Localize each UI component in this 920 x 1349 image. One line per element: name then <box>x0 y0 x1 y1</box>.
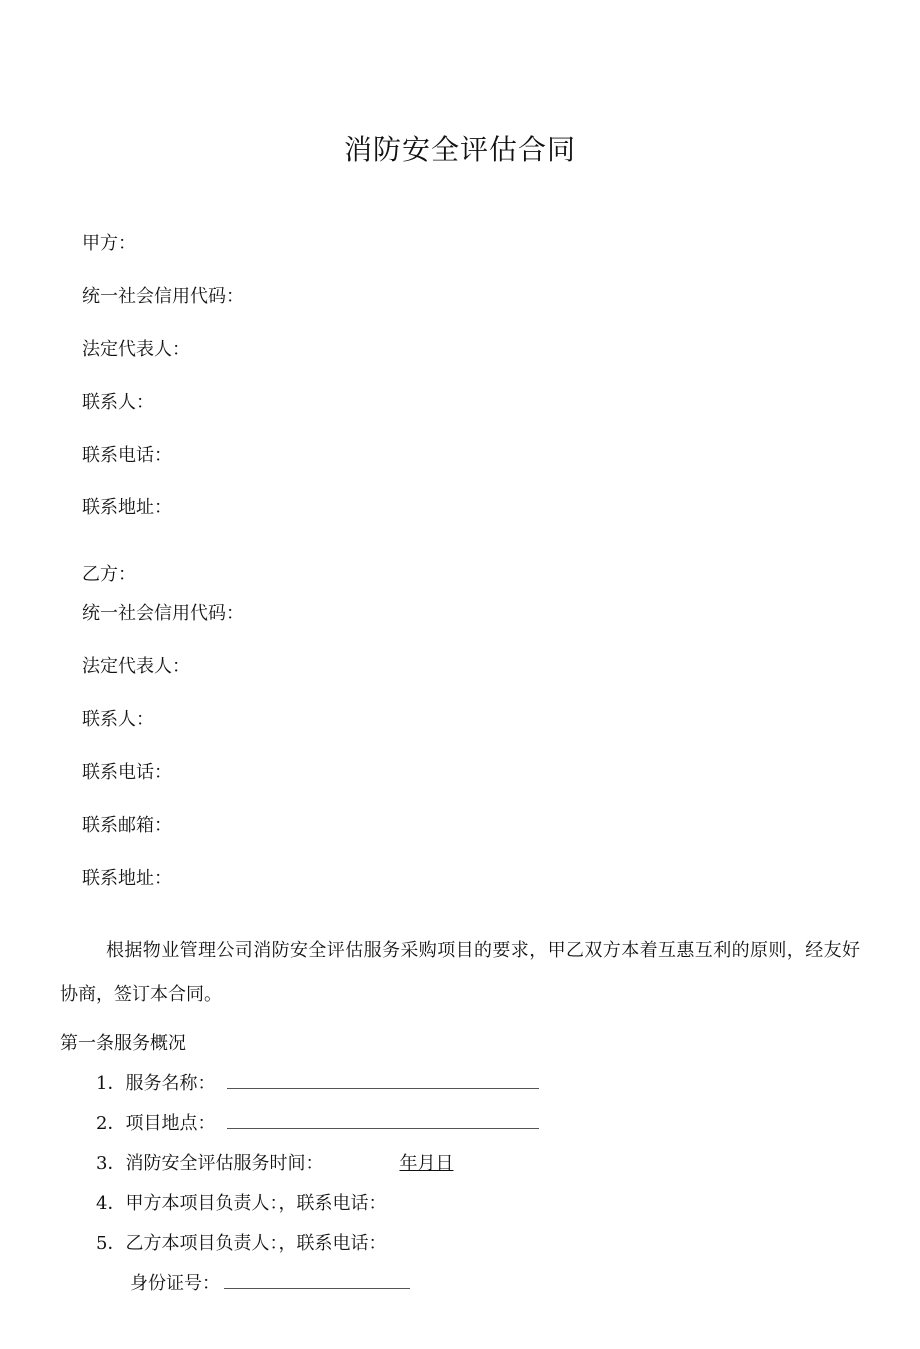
party-a-credit-code: 统一社会信用代码： <box>82 286 244 307</box>
project-location-item <box>96 1109 539 1135</box>
id-number-item <box>130 1269 410 1295</box>
party-b-email: 联系邮箱： <box>82 815 172 836</box>
id-number-label: 身份证号： <box>130 1273 220 1294</box>
party-b-credit-code: 统一社会信用代码： <box>82 603 244 624</box>
service-name-blank[interactable] <box>227 1072 539 1089</box>
party-b-legal-rep: 法定代表人： <box>82 656 190 677</box>
id-number-blank[interactable] <box>224 1272 410 1289</box>
party-a-phone: 联系电话： <box>82 445 172 466</box>
service-time-label: 3．消防安全评估服务时间： <box>96 1153 324 1174</box>
service-date: 年月日 <box>399 1153 454 1174</box>
project-location-blank[interactable] <box>227 1112 539 1129</box>
party-a-contact: 联系人： <box>82 392 154 413</box>
party-b-manager-item: 5．乙方本项目负责人：，联系电话： <box>96 1233 387 1254</box>
project-location-label: 2．项目地点： <box>96 1113 216 1134</box>
party-a-address: 联系地址： <box>82 497 172 518</box>
party-b-phone: 联系电话： <box>82 762 172 783</box>
party-b-address: 联系地址： <box>82 868 172 889</box>
party-b-contact: 联系人： <box>82 709 154 730</box>
party-a-label: 甲方： <box>82 233 136 254</box>
section-heading: 第一条服务概况 <box>60 1033 186 1054</box>
document-title: 消防安全评估合同 <box>343 133 576 166</box>
party-a-legal-rep: 法定代表人： <box>82 339 190 360</box>
service-name-label: 1．服务名称： <box>96 1073 216 1094</box>
party-b-label: 乙方： <box>82 564 136 585</box>
service-name-item <box>96 1069 539 1095</box>
party-a-manager-item: 4．甲方本项目负责人：，联系电话： <box>96 1193 387 1214</box>
intro-paragraph: 根据物业管理公司消防安全评估服务采购项目的要求，甲乙双方本着互惠互利的原则，经友好协商，签订本合同。 <box>60 940 860 1005</box>
service-time-item <box>96 1149 453 1175</box>
